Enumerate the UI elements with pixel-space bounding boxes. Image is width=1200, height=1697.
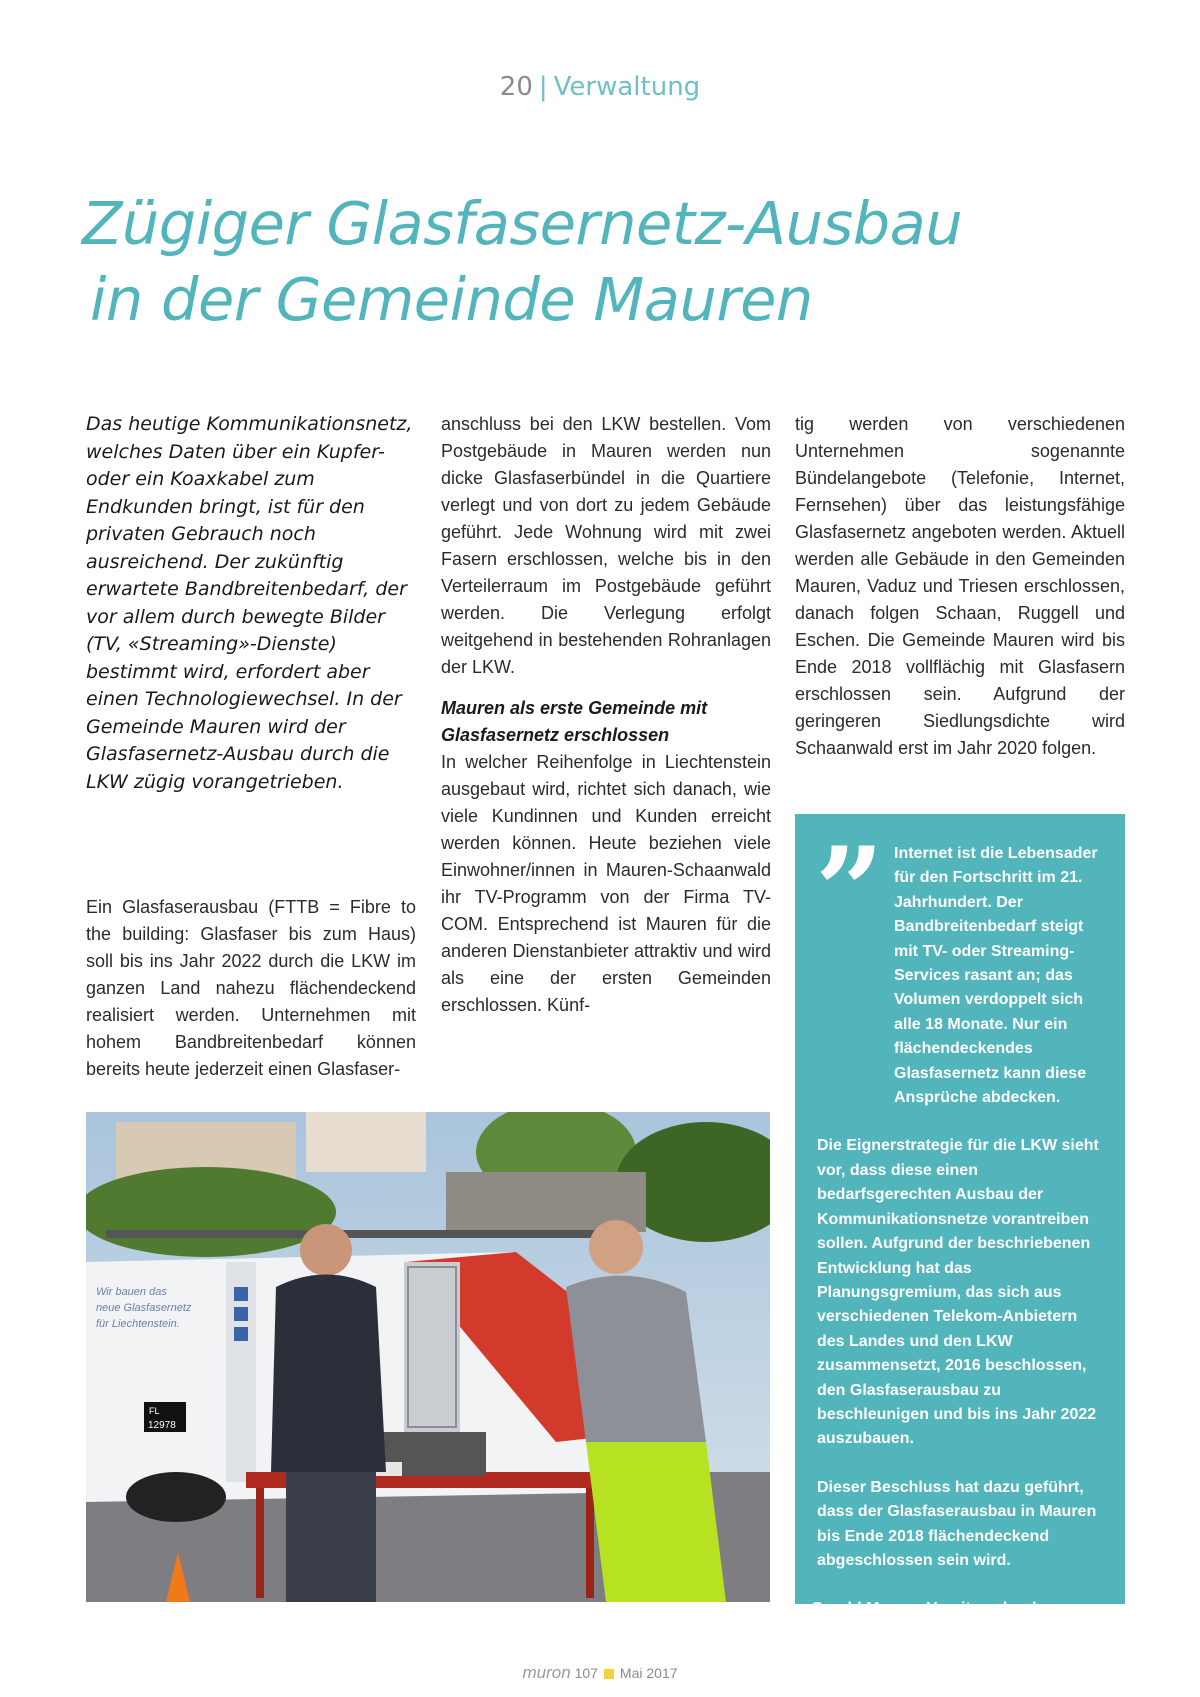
body-paragraph-2: anschluss bei den LKW bestellen. Vom Postgebäude in Mauren werden nun dicke Glasfaserbündel in die Quartiere verlegt und von dort zu jedem Gebäude geführt. Jede Wohnung wird mit zwei Fasern erschlossen, welche bis in den Verteilerraum im Postgebäude geführt werden. Die Verlegung erfolgt weitgehend in bestehenden Rohranlagen der LKW. bbox=[441, 414, 771, 677]
plate-line-1: FL bbox=[149, 1406, 160, 1416]
quote-box bbox=[795, 814, 1125, 1642]
title-line-2: in der Gemeinde Mauren bbox=[90, 265, 813, 334]
plate-line-2: 12978 bbox=[148, 1420, 176, 1431]
footer-brand: muron bbox=[522, 1663, 571, 1682]
footer-date: Mai 2017 bbox=[619, 1665, 678, 1681]
van-text-1: Wir bauen das bbox=[96, 1286, 167, 1298]
quote-paragraph-3: Dieser Beschluss hat dazu geführt, dass der Glasfaserausbau in Mauren bis Ende 2018 flächendeckend abgeschlossen sein wird. bbox=[817, 1478, 1097, 1569]
page-number: 20 bbox=[499, 72, 533, 102]
section-name: Verwaltung bbox=[553, 72, 701, 102]
worker-2-pants bbox=[586, 1442, 726, 1602]
quote-mark-icon: ” bbox=[815, 821, 885, 962]
page-footer bbox=[0, 1663, 1200, 1683]
footer-issue: 107 bbox=[574, 1665, 598, 1681]
worker-2-body bbox=[566, 1276, 706, 1442]
subheading: Mauren als erste Gemeinde mit Glasfasernetz erschlossen bbox=[441, 698, 708, 745]
title-line-1: Zügiger Glasfasernetz-Ausbau bbox=[82, 189, 963, 258]
quote-paragraph-1: Internet ist die Lebensader für den Fortschritt im 21. Jahrhundert. Der Bandbreitenbedarf steigt mit TV- oder Streaming-Services rasant an; das Volumen verdoppelt sich alle 18 Monate. Nur ein flächendeckendes Glasfasernetz kann diese Ansprüche abdecken. bbox=[894, 845, 1098, 1107]
worker-1-head bbox=[300, 1224, 352, 1276]
fiber-cabinet bbox=[404, 1262, 460, 1432]
quote-paragraph-2: Die Eignerstrategie für die LKW sieht vor, dass diese einen bedarfsgerechten Ausbau der Kommunikationsnetze vorantreiben sollen. Aufgrund der beschriebenen Entwicklung hat das Planungsgremium, das sich aus verschiedenen Telekom-Anbietern des Landes und den LKW zusammensetzt, 2016 beschlossen, den Glasfaserausbau zu beschleunigen und bis ins Jahr 2022 auszubauen. bbox=[817, 1137, 1099, 1448]
house bbox=[306, 1112, 426, 1172]
lead-paragraph: Das heutige Kommunikationsnetz, welches Daten über ein Kupfer- oder ein Koaxkabel zum Endkunden bringt, ist für den privaten Gebrauch noch ausreichend. Der zukünftig erwartete Bandbreitenbedarf, der vor allem durch bewegte Bilder (TV, «Streaming»-Dienste) bestimmt wird, erfordert aber einen Technologiewechsel. In der Gemeinde Mauren wird der Glasfasernetz-Ausbau durch die LKW zügig vorangetrieben. bbox=[86, 413, 413, 793]
body-paragraph-3: In welcher Reihenfolge in Liechtenstein ausgebaut wird, richtet sich danach, wie viele Kundinnen und Kunden erreicht werden können. Heute beziehen viele Einwohner/innen in Mauren-Schaanwald ihr TV-Programm von der Firma TV-COM. Entsprechend ist Mauren für die anderen Dienstanbieter attraktiv und wird als eine der ersten Gemeinden erschlossen. Künf- bbox=[441, 752, 771, 1015]
tree bbox=[86, 1167, 336, 1257]
van-text-3: für Liechtenstein. bbox=[96, 1318, 180, 1330]
quote-attribution: Gerald Marxer, Vorsitzender der Geschäftsleitung LKW bbox=[811, 1600, 1052, 1642]
header-separator: | bbox=[538, 72, 548, 102]
page-header bbox=[0, 72, 1200, 102]
footer-square-icon bbox=[604, 1669, 614, 1679]
photo-illustration bbox=[86, 1112, 770, 1602]
body-paragraph-1: Ein Glasfaserausbau (FTTB = Fibre to the building: Glasfaser bis zum Haus) soll bis ins Jahr 2022 durch die LKW im ganzen Land nahezu flächendeckend realisiert werden. Unternehmen mit hohem Bandbreitenbedarf können bereits heute jederzeit einen Glasfaser- bbox=[86, 897, 416, 1079]
worker-2-head bbox=[589, 1220, 643, 1274]
column-1 bbox=[86, 411, 416, 1083]
van-text-2: neue Glasfasernetz bbox=[96, 1302, 192, 1314]
column-3 bbox=[795, 411, 1125, 762]
worker-1-body bbox=[271, 1275, 386, 1473]
article-photo bbox=[86, 1112, 770, 1602]
article-title bbox=[82, 186, 1132, 338]
column-2 bbox=[441, 411, 771, 1019]
body-paragraph-4: tig werden von verschiedenen Unternehmen sogenannte Bündelangebote (Telefonie, Internet, Fernsehen) über das leistungsfähige Glasfasernetz angeboten werden. Aktuell werden alle Gebäude in den Gemeinden Mauren, Vaduz und Triesen erschlossen, danach folgen Schaan, Ruggell und Eschen. Die Gemeinde Mauren wird bis Ende 2018 vollflächig mit Glasfasern erschlossen sein. Aufgrund der geringeren Siedlungsdichte wird Schaanwald erst im Jahr 2020 folgen. bbox=[795, 414, 1125, 758]
